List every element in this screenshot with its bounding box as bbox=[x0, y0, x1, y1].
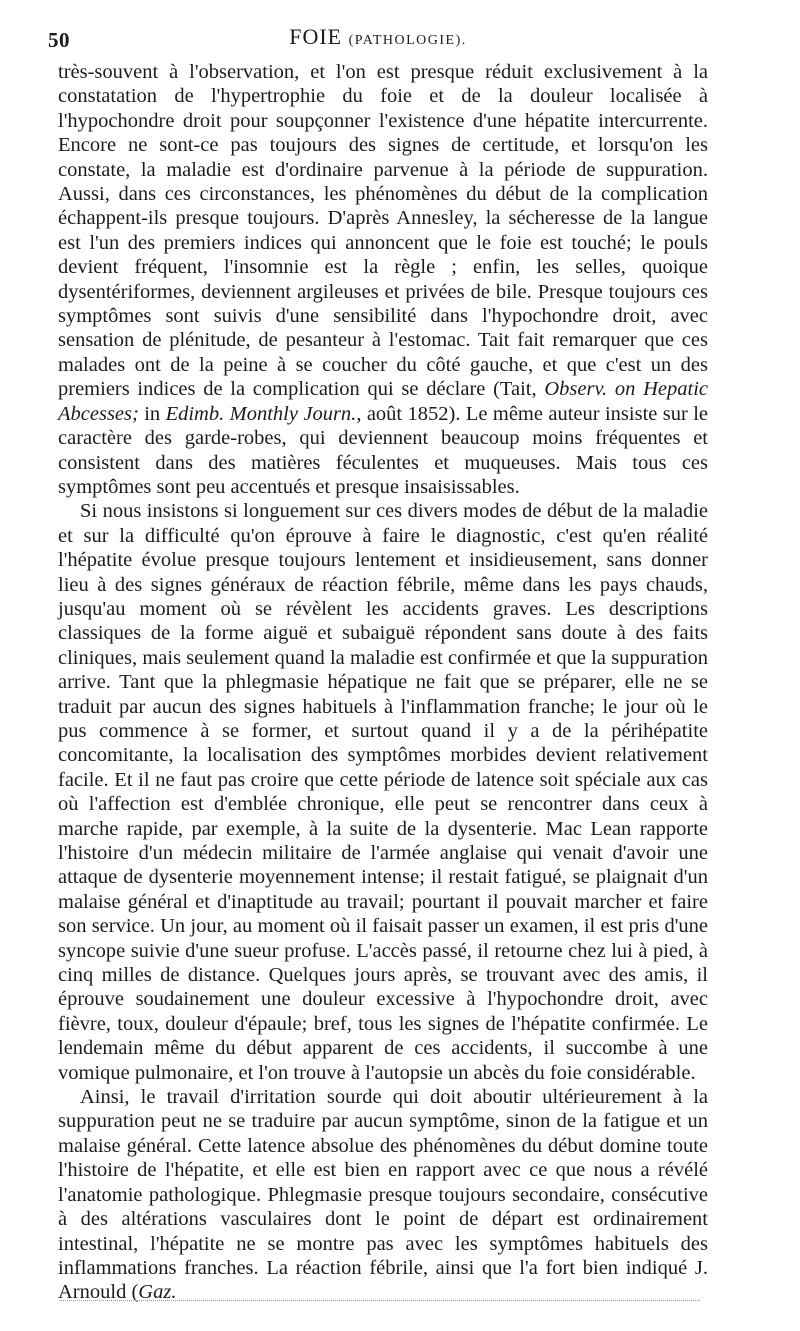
text-run: Ainsi, le travail d'irritation sourde qui doit aboutir ultérieurement à la suppuration peut ne se traduire par aucun symptôme, sinon de la fatigue et un malaise général. Cette latence absolue des phénomènes du début domine toute l'histoire de l'hépatite, et elle est bien en rapport avec ce que nous a révélé l'anatomie pathologique. Phlegmasie presque toujours secondaire, consécutive à des altérations vasculaires dont le point de départ est ordinairement intestinal, l'hépatite ne se montre pas avec les symptômes habituels des inflammations franches. La réaction fébrile, ainsi que l'a fort bien indiqué J. Arnould ( bbox=[58, 1086, 708, 1304]
italic-citation: Observ. on Hepatic Abcesses; bbox=[58, 378, 708, 425]
paragraph bbox=[58, 1085, 708, 1305]
paragraph bbox=[58, 499, 708, 1085]
paragraph bbox=[58, 60, 708, 499]
body-text bbox=[58, 60, 708, 1305]
running-head-subtitle: (PATHOLOGIE). bbox=[348, 33, 467, 48]
page-number: 50 bbox=[48, 28, 70, 52]
running-head-title: FOIE bbox=[289, 24, 343, 49]
text-run: , août 1852). Le même auteur insiste sur le caractère des garde-robes, qui deviennent beaucoup moins fréquentes et consistent dans des matières féculentes et muqueuses. Mais tous ces symptômes sont peu accentués et presque insaisissables. bbox=[58, 402, 709, 498]
page-header bbox=[48, 24, 708, 52]
italic-citation: Gaz. bbox=[138, 1281, 177, 1304]
footer-rule bbox=[60, 1300, 700, 1301]
text-run: Si nous insistons si longuement sur ces divers modes de début de la maladie et sur la difficulté qu'on éprouve à faire le diagnostic, c'est qu'en réalité l'hépatite évolue presque toujours lentement et insidieusement, sans donner lieu à des signes généraux de réaction fébrile, même dans les pays chauds, jusqu'au moment où se révèlent les accidents graves. Les descriptions classiques de la forme aiguë et subaiguë répondent sans doute à des faits cliniques, mais seulement quand la maladie est confirmée et que la suppuration arrive. Tant que la phlegmasie hépatique ne fait que se préparer, elle ne se traduit par aucun des signes habituels à l'inflammation franche; le jour où le pus commence à se former, et surtout quand il y a de la périhépatite concomitante, la localisation des symptômes morbides devient relativement facile. Et il ne faut pas croire que cette période de latence soit spéciale aux cas où l'affection est d'emblée chronique, elle peut se rencontrer dans ceux à marche rapide, par exemple, à la suite de la dysenterie. Mac Lean rapporte l'histoire d'un médecin militaire de l'armée anglaise qui venait d'avoir une attaque de dysenterie moyennement intense; il restait fatigué, se plaignait d'un malaise général et d'inaptitude au travail; pourtant il pouvait marcher et faire son service. Un jour, au moment où il faisait passer un examen, il est pris d'une syncope suivie d'une sueur profuse. L'accès passé, il retourne chez lui à pied, à cinq milles de distance. Quelques jours après, se trouvant avec des amis, il éprouve soudainement une douleur excessive à l'hypochondre droit, avec fièvre, toux, douleur d'épaule; bref, tous les signes de l'hépatite confirmée. Le lendemain même du début apparent de ces accidents, il succombe à une vomique pulmonaire, et l'on trouve à l'autopsie un abcès du foie considérable. bbox=[58, 500, 708, 1084]
italic-citation: Edimb. Monthly Journ. bbox=[165, 402, 357, 425]
text-run: très-souvent à l'observation, et l'on est presque réduit exclusivement à la constatation de l'hypertrophie du foie et de la douleur localisée à l'hypochondre droit pour soupçonner l'existence d'une hépatite intercurrente. Encore ne sont-ce pas toujours des signes de certitude, et lorsqu'on les constate, la maladie est d'ordinaire parvenue à la période de suppuration. Aussi, dans ces circonstances, les phénomènes du début de la complication échappent-ils presque toujours. D'après Annesley, la sécheresse de la langue est l'un des premiers indices qui annoncent que le foie est touché; le pouls devient fréquent, l'insomnie est la règle ; enfin, les selles, quoique dysentériformes, deviennent argileuses et privées de bile. Presque toujours ces symptômes sont suivis d'une sensibilité dans l'hypochondre droit, avec sensation de plénitude, de pesanteur à l'estomac. Tait fait remarquer que ces malades ont de la peine à se coucher du côté gauche, et que c'est un des premiers indices de la complication qui se déclare (Tait, bbox=[58, 61, 708, 401]
text-run: in bbox=[138, 402, 166, 425]
running-head bbox=[48, 24, 708, 50]
